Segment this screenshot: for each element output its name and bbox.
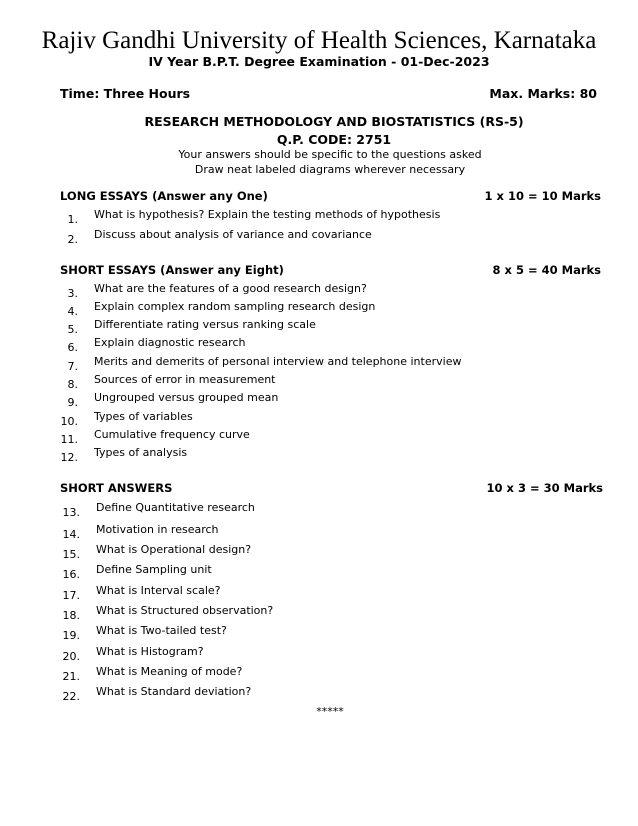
question-text: What is Structured observation?: [96, 604, 274, 617]
question-item: [56, 410, 193, 429]
section-title: SHORT ANSWERS: [60, 481, 173, 495]
question-number: 1.: [67, 213, 78, 226]
question-text: What is Two-tailed test?: [96, 624, 227, 637]
question-text: Motivation in research: [96, 523, 219, 536]
question-item: [58, 563, 212, 582]
question-text: What is hypothesis? Explain the testing methods of hypothesis: [94, 208, 441, 221]
question-number: 5.: [67, 323, 78, 336]
section-marks: 1 x 10 = 10 Marks: [484, 189, 601, 203]
question-text: Discuss about analysis of variance and covariance: [94, 228, 372, 241]
time-label: Time: Three Hours: [60, 86, 191, 101]
question-number: 9.: [67, 396, 78, 409]
question-item: [56, 428, 250, 447]
question-item: [58, 645, 204, 664]
question-text: Explain diagnostic research: [94, 336, 246, 349]
section-marks: 10 x 3 = 30 Marks: [486, 481, 603, 495]
question-number: 4.: [67, 305, 78, 318]
question-text: Types of analysis: [94, 446, 188, 459]
question-item: [56, 282, 367, 301]
question-text: Define Quantitative research: [96, 501, 255, 514]
question-item: [56, 336, 246, 355]
question-item: [56, 228, 372, 247]
question-item: [58, 523, 219, 542]
question-text: What are the features of a good research design?: [94, 282, 367, 295]
question-number: 13.: [62, 506, 80, 519]
question-text: Types of variables: [94, 410, 193, 423]
question-number: 10.: [60, 415, 78, 428]
question-number: 15.: [62, 548, 80, 561]
question-text: Explain complex random sampling research design: [94, 300, 376, 313]
qp-code: Q.P. CODE: 2751: [276, 132, 392, 147]
question-item: [56, 391, 279, 410]
university-title: Rajiv Gandhi University of Health Sciences, Karnataka: [41, 27, 597, 54]
end-marker: *****: [316, 705, 344, 718]
question-number: 7.: [67, 360, 78, 373]
question-item: [58, 604, 274, 623]
question-item: [56, 208, 441, 227]
question-item: [58, 624, 227, 643]
exam-title: IV Year B.P.T. Degree Examination - 01-Dec-2023: [148, 54, 490, 69]
question-number: 14.: [62, 528, 80, 541]
instruction-line: Your answers should be specific to the questions asked: [178, 148, 482, 161]
question-item: [56, 373, 276, 392]
question-text: What is Standard deviation?: [96, 685, 252, 698]
question-number: 19.: [62, 629, 80, 642]
instruction-line: Draw neat labeled diagrams wherever necessary: [194, 163, 466, 176]
question-item: [58, 685, 252, 704]
question-number: 16.: [62, 568, 80, 581]
question-number: 22.: [62, 690, 80, 703]
question-number: 12.: [60, 451, 78, 464]
question-text: Define Sampling unit: [96, 563, 212, 576]
question-number: 18.: [62, 609, 80, 622]
question-item: [58, 665, 243, 684]
question-text: Sources of error in measurement: [94, 373, 276, 386]
question-item: [58, 501, 255, 520]
question-text: Ungrouped versus grouped mean: [94, 391, 279, 404]
question-number: 17.: [62, 589, 80, 602]
question-item: [56, 355, 462, 374]
question-item: [56, 318, 316, 337]
question-text: What is Interval scale?: [96, 584, 221, 597]
subject-title: RESEARCH METHODOLOGY AND BIOSTATISTICS (RS-5): [144, 114, 524, 129]
question-item: [58, 584, 221, 603]
question-number: 3.: [67, 287, 78, 300]
question-text: What is Operational design?: [96, 543, 252, 556]
question-number: 6.: [67, 341, 78, 354]
question-text: Cumulative frequency curve: [94, 428, 250, 441]
question-item: [56, 446, 188, 465]
question-text: Merits and demerits of personal interview and telephone interview: [94, 355, 462, 368]
question-number: 11.: [60, 433, 78, 446]
question-number: 2.: [67, 233, 78, 246]
question-text: What is Meaning of mode?: [96, 665, 243, 678]
section-marks: 8 x 5 = 40 Marks: [492, 263, 601, 277]
question-item: [58, 543, 252, 562]
question-number: 20.: [62, 650, 80, 663]
max-marks-label: Max. Marks: 80: [489, 86, 597, 101]
question-number: 21.: [62, 670, 80, 683]
section-title: LONG ESSAYS (Answer any One): [60, 189, 268, 203]
question-text: What is Histogram?: [96, 645, 204, 658]
question-number: 8.: [67, 378, 78, 391]
question-text: Differentiate rating versus ranking scale: [94, 318, 316, 331]
question-item: [56, 300, 376, 319]
section-title: SHORT ESSAYS (Answer any Eight): [60, 263, 284, 277]
